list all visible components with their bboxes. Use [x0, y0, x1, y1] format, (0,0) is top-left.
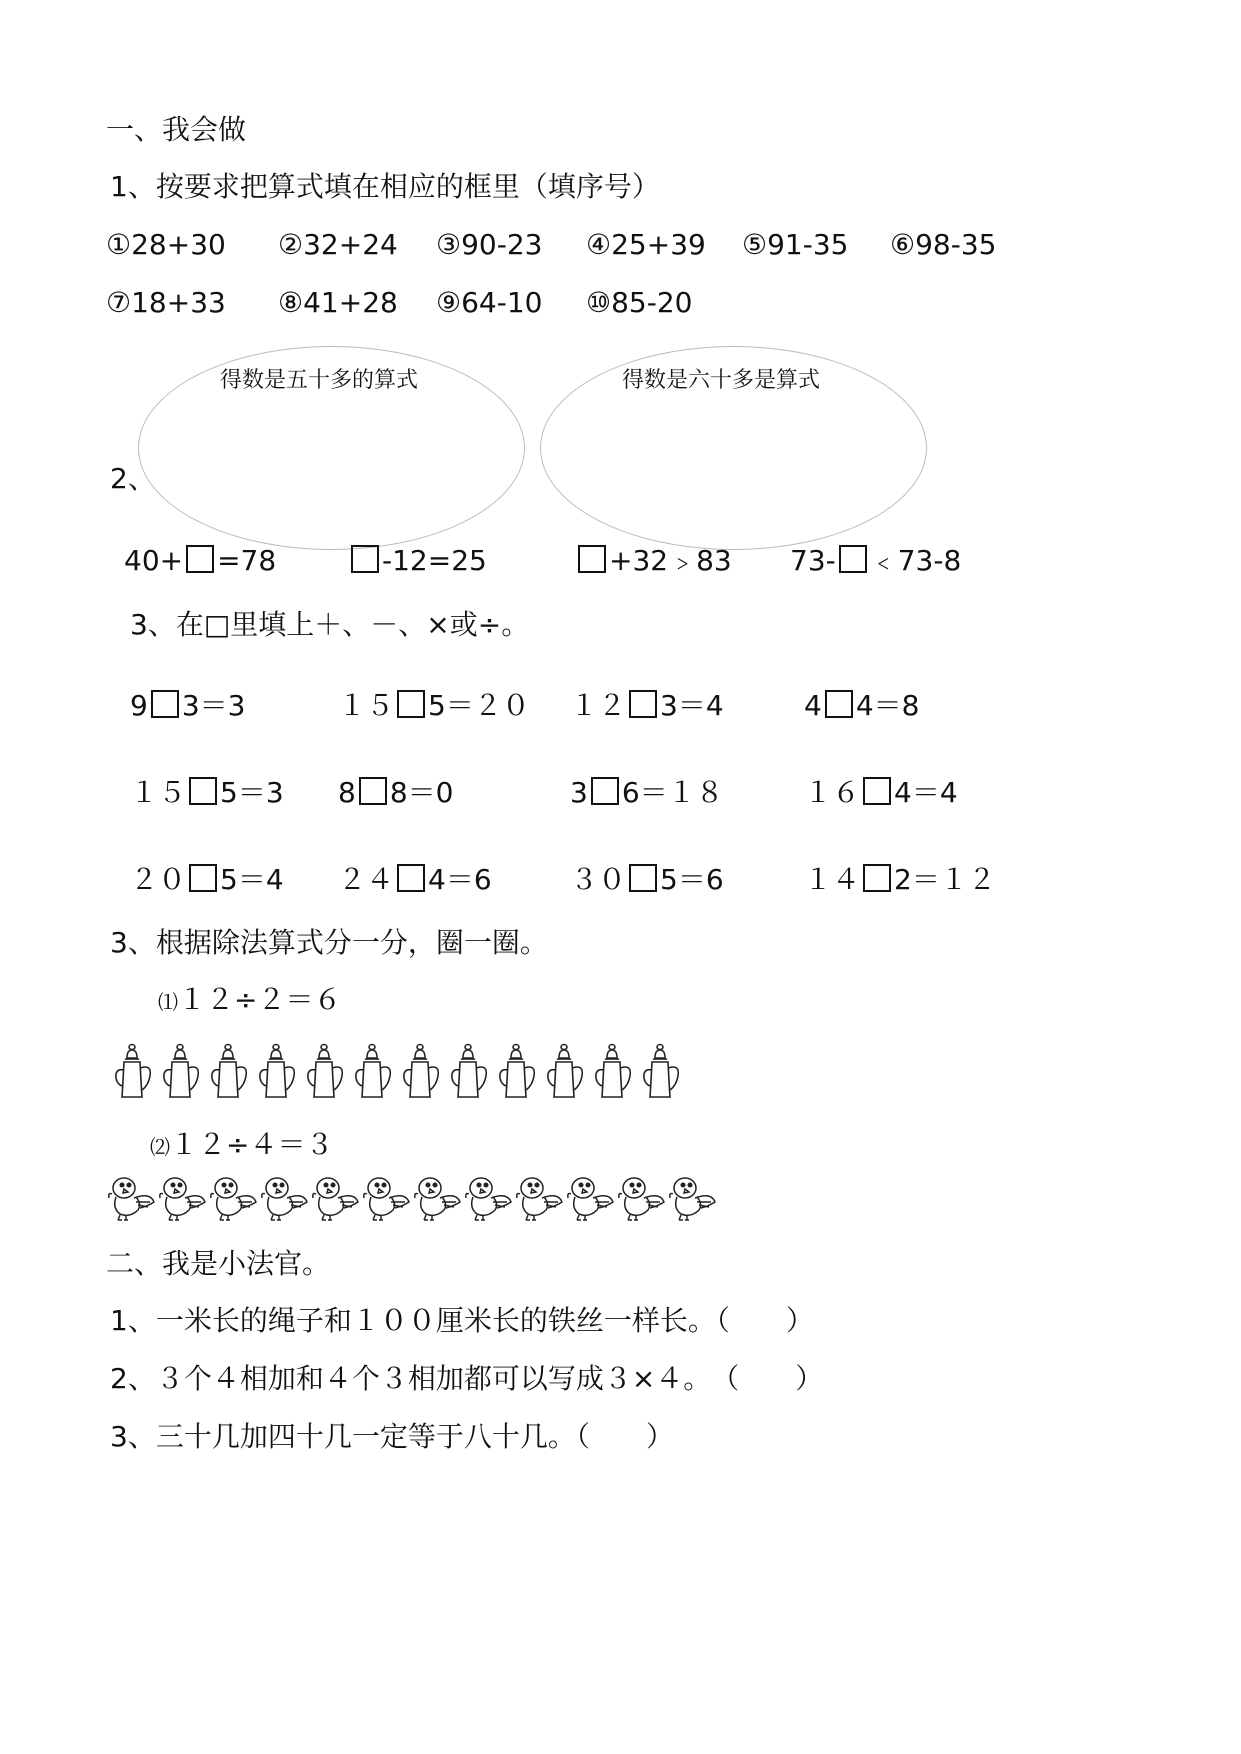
q3-label: 3、在□里填上＋、－、×或÷。: [130, 608, 530, 641]
bird-icon[interactable]: [310, 1172, 361, 1222]
bird-icon[interactable]: [157, 1172, 208, 1222]
expr-item: ⑨64-10: [436, 286, 543, 319]
operator-box[interactable]: [189, 777, 217, 805]
sub-question-2: ⑵１２÷４＝３: [150, 1128, 334, 1161]
judge-item: 3、三十几加四十几一定等于八十几。（ ）: [110, 1420, 674, 1453]
operator-equation: 8 8＝0: [338, 776, 454, 809]
judge-item: 1、一米长的绳子和１００厘米长的铁丝一样长。（ ）: [110, 1304, 814, 1337]
bird-icon[interactable]: [463, 1172, 514, 1222]
fill-equation: 73- ﹤73-8: [790, 544, 962, 577]
expr-item: ②32+24: [278, 228, 398, 261]
section2-title: 二、我是小法官。: [106, 1247, 331, 1280]
operator-box[interactable]: [863, 777, 891, 805]
bird-icon[interactable]: [259, 1172, 310, 1222]
kettle-icon[interactable]: [544, 1042, 588, 1102]
kettle-icon[interactable]: [400, 1042, 444, 1102]
ellipse-label-sixties: 得数是六十多是算式: [622, 368, 821, 393]
operator-equation: ２４ 4＝6: [338, 863, 492, 896]
answer-box[interactable]: [186, 545, 214, 573]
answer-box[interactable]: [578, 545, 606, 573]
bird-icon[interactable]: [106, 1172, 157, 1222]
expr-item: ①28+30: [106, 228, 226, 261]
kettle-icon[interactable]: [160, 1042, 204, 1102]
fill-equation: -12=25: [348, 545, 487, 575]
operator-equation: １４ 2＝１２: [804, 863, 996, 896]
q2-label: 2、: [110, 462, 156, 495]
expr-item: ④25+39: [586, 228, 706, 261]
answer-box[interactable]: [839, 545, 867, 573]
operator-equation: 3 6＝１８: [570, 776, 724, 809]
bird-icon[interactable]: [616, 1172, 667, 1222]
ellipse-label-fifties: 得数是五十多的算式: [220, 368, 419, 393]
answer-box[interactable]: [351, 545, 379, 573]
fill-equation: +32﹥83: [575, 545, 732, 575]
operator-box[interactable]: [863, 864, 891, 892]
operator-box[interactable]: [189, 864, 217, 892]
section1-title: 一、我会做: [106, 113, 247, 146]
expr-item: ⑩85-20: [586, 286, 693, 319]
bird-icon[interactable]: [412, 1172, 463, 1222]
bird-icon[interactable]: [667, 1172, 718, 1222]
kettle-icon[interactable]: [496, 1042, 540, 1102]
kettle-icon[interactable]: [448, 1042, 492, 1102]
operator-equation: １５ 5＝3: [130, 776, 284, 809]
kettle-icon[interactable]: [640, 1042, 684, 1102]
operator-box[interactable]: [359, 777, 387, 805]
fill-equation: 40+ =78: [124, 544, 277, 577]
expr-item: ③90-23: [436, 228, 543, 261]
expr-item: ⑦18+33: [106, 286, 226, 319]
kettle-icon[interactable]: [112, 1042, 156, 1102]
operator-equation: １５ 5＝２０: [338, 689, 530, 722]
q1-label: 1、按要求把算式填在相应的框里（填序号）: [110, 170, 660, 203]
operator-equation: １６ 4＝4: [804, 776, 958, 809]
expr-item: ⑧41+28: [278, 286, 398, 319]
judge-item: 2、３个４相加和４个３相加都可以写成３×４。 （ ）: [110, 1362, 824, 1395]
kettle-icon[interactable]: [352, 1042, 396, 1102]
operator-equation: ２０ 5＝4: [130, 863, 284, 896]
expr-item: ⑤91-35: [742, 228, 849, 261]
kettle-icon[interactable]: [208, 1042, 252, 1102]
bird-icon[interactable]: [361, 1172, 412, 1222]
sub-question-1: ⑴１２÷２＝６: [158, 983, 342, 1016]
expr-item: ⑥98-35: [890, 228, 997, 261]
operator-box[interactable]: [151, 690, 179, 718]
operator-equation: 9 3＝3: [130, 689, 246, 722]
operator-box[interactable]: [397, 690, 425, 718]
operator-box[interactable]: [629, 864, 657, 892]
bird-icon[interactable]: [208, 1172, 259, 1222]
operator-box[interactable]: [397, 864, 425, 892]
operator-equation: 4 4＝8: [804, 689, 920, 722]
operator-box[interactable]: [591, 777, 619, 805]
operator-box[interactable]: [629, 690, 657, 718]
kettle-icon[interactable]: [256, 1042, 300, 1102]
bird-row[interactable]: [106, 1172, 718, 1222]
kettle-row[interactable]: [112, 1042, 688, 1102]
operator-box[interactable]: [825, 690, 853, 718]
bird-icon[interactable]: [565, 1172, 616, 1222]
kettle-icon[interactable]: [592, 1042, 636, 1102]
operator-equation: ３０ 5＝6: [570, 863, 724, 896]
bird-icon[interactable]: [514, 1172, 565, 1222]
operator-equation: １２ 3＝4: [570, 689, 724, 722]
kettle-icon[interactable]: [304, 1042, 348, 1102]
q4-label: 3、根据除法算式分一分，圈一圈。: [110, 926, 548, 959]
